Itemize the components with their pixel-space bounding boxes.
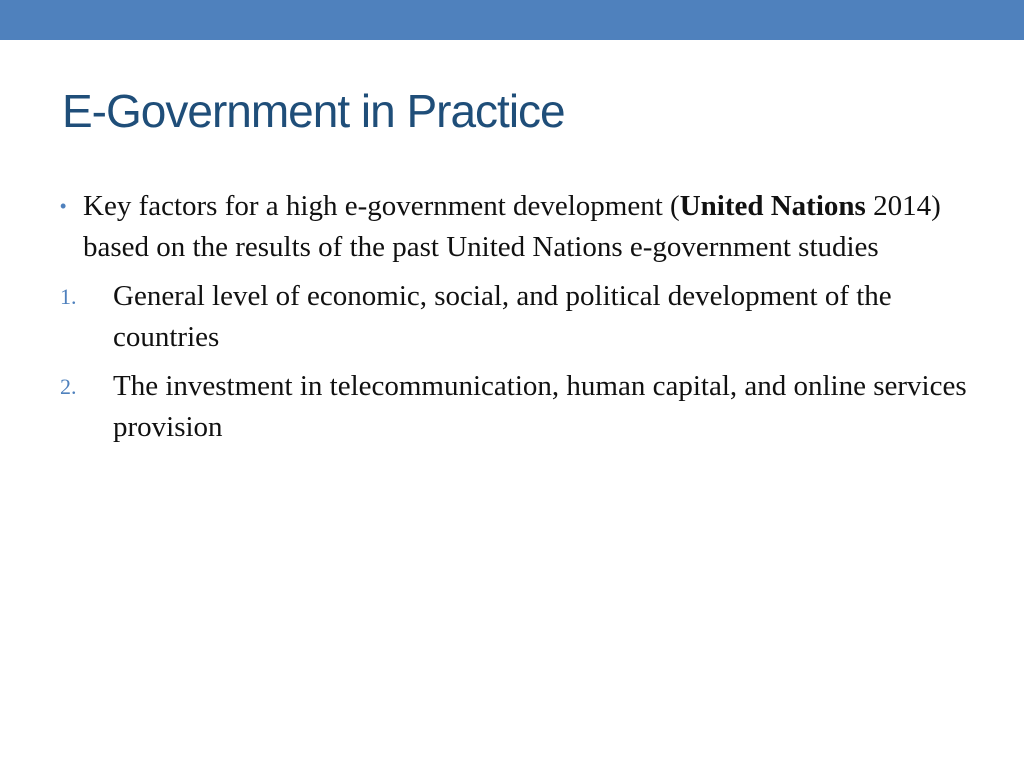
item-number: 1. (60, 284, 77, 309)
bullet-text-end: 2014) based on the results of the past United Nations e-government studies (83, 190, 941, 263)
bullet-item (60, 186, 970, 268)
bullet-text-bold: United Nations (679, 190, 866, 222)
numbered-item-2 (60, 366, 970, 448)
bullet-marker-icon: • (60, 196, 67, 216)
header-band (0, 0, 1024, 40)
item-text: General level of economic, social, and political development of the countries (113, 280, 892, 353)
bullet-text-start: Key factors for a high e-government development ( (83, 190, 680, 222)
item-text: The investment in telecommunication, human capital, and online services provision (113, 370, 967, 443)
slide-body (60, 186, 970, 456)
item-number: 2. (60, 374, 77, 399)
numbered-item-1 (60, 276, 970, 358)
slide-title: E-Government in Practice (62, 85, 565, 137)
